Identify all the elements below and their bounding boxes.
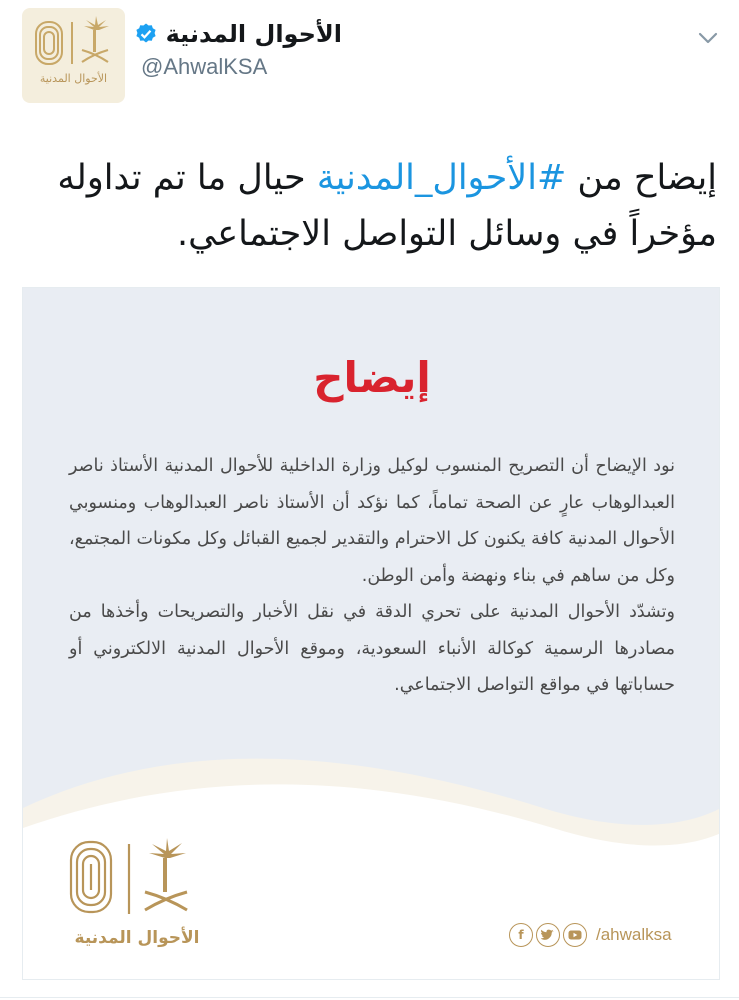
- notice-body: [69, 448, 675, 704]
- avatar[interactable]: [22, 8, 125, 103]
- notice-title: إيضاح: [313, 353, 431, 402]
- divider: [0, 997, 739, 998]
- tweet-text-start: إيضاح من: [566, 158, 717, 198]
- social-handle: /ahwalksa: [596, 925, 672, 944]
- name-row: [134, 18, 342, 50]
- fingerprint-palm-swords-logo: [22, 8, 125, 103]
- tweet-text-end: حيال ما تم تداوله مؤخراً في وسائل التواصل الاجتماعي.: [57, 158, 717, 254]
- brand-label: الأحوال المدنية: [74, 928, 200, 948]
- avatar-label: الأحوال المدنية: [39, 72, 108, 85]
- account-handle[interactable]: @AhwalKSA: [141, 54, 268, 79]
- social-links: [509, 921, 672, 949]
- verified-badge-icon: [134, 22, 158, 46]
- chevron-down-icon[interactable]: [692, 22, 724, 54]
- brand-logo: [67, 836, 227, 966]
- hashtag-link[interactable]: #الأحوال_المدنية: [316, 158, 567, 198]
- facebook-icon: f: [509, 923, 533, 947]
- twitter-icon: [536, 923, 560, 947]
- fingerprint-palm-swords-logo: [67, 836, 227, 926]
- notice-paragraph: نود الإيضاح أن التصريح المنسوب لوكيل وزارة الداخلية للأحوال المدنية الأستاذ ناصر العبدالوهاب عارٍ عن الصحة تماماً، كما نؤكد أن الأستاذ ناصر العبدالوهاب ومنسوبي الأحوال المدنية كافة يكنون كل الاحترام والتقدير لجميع القبائل وكل مكونات المجتمع، وكل من ساهم في بناء ونهضة وأمن الوطن.: [69, 456, 675, 586]
- youtube-icon: [563, 923, 587, 947]
- display-name[interactable]: الأحوال المدنية: [165, 20, 342, 48]
- tweet-text: [20, 150, 717, 262]
- tweet-header: [0, 0, 739, 115]
- tweet-image[interactable]: [22, 287, 720, 980]
- notice-paragraph: وتشدّد الأحوال المدنية على تحري الدقة في نقل الأخبار والتصريحات وأخذها من مصادرها الرسمية كوكالة الأنباء السعودية، وموقع الأحوال المدنية الالكتروني أو حساباتها في مواقع التواصل الاجتماعي.: [69, 602, 675, 695]
